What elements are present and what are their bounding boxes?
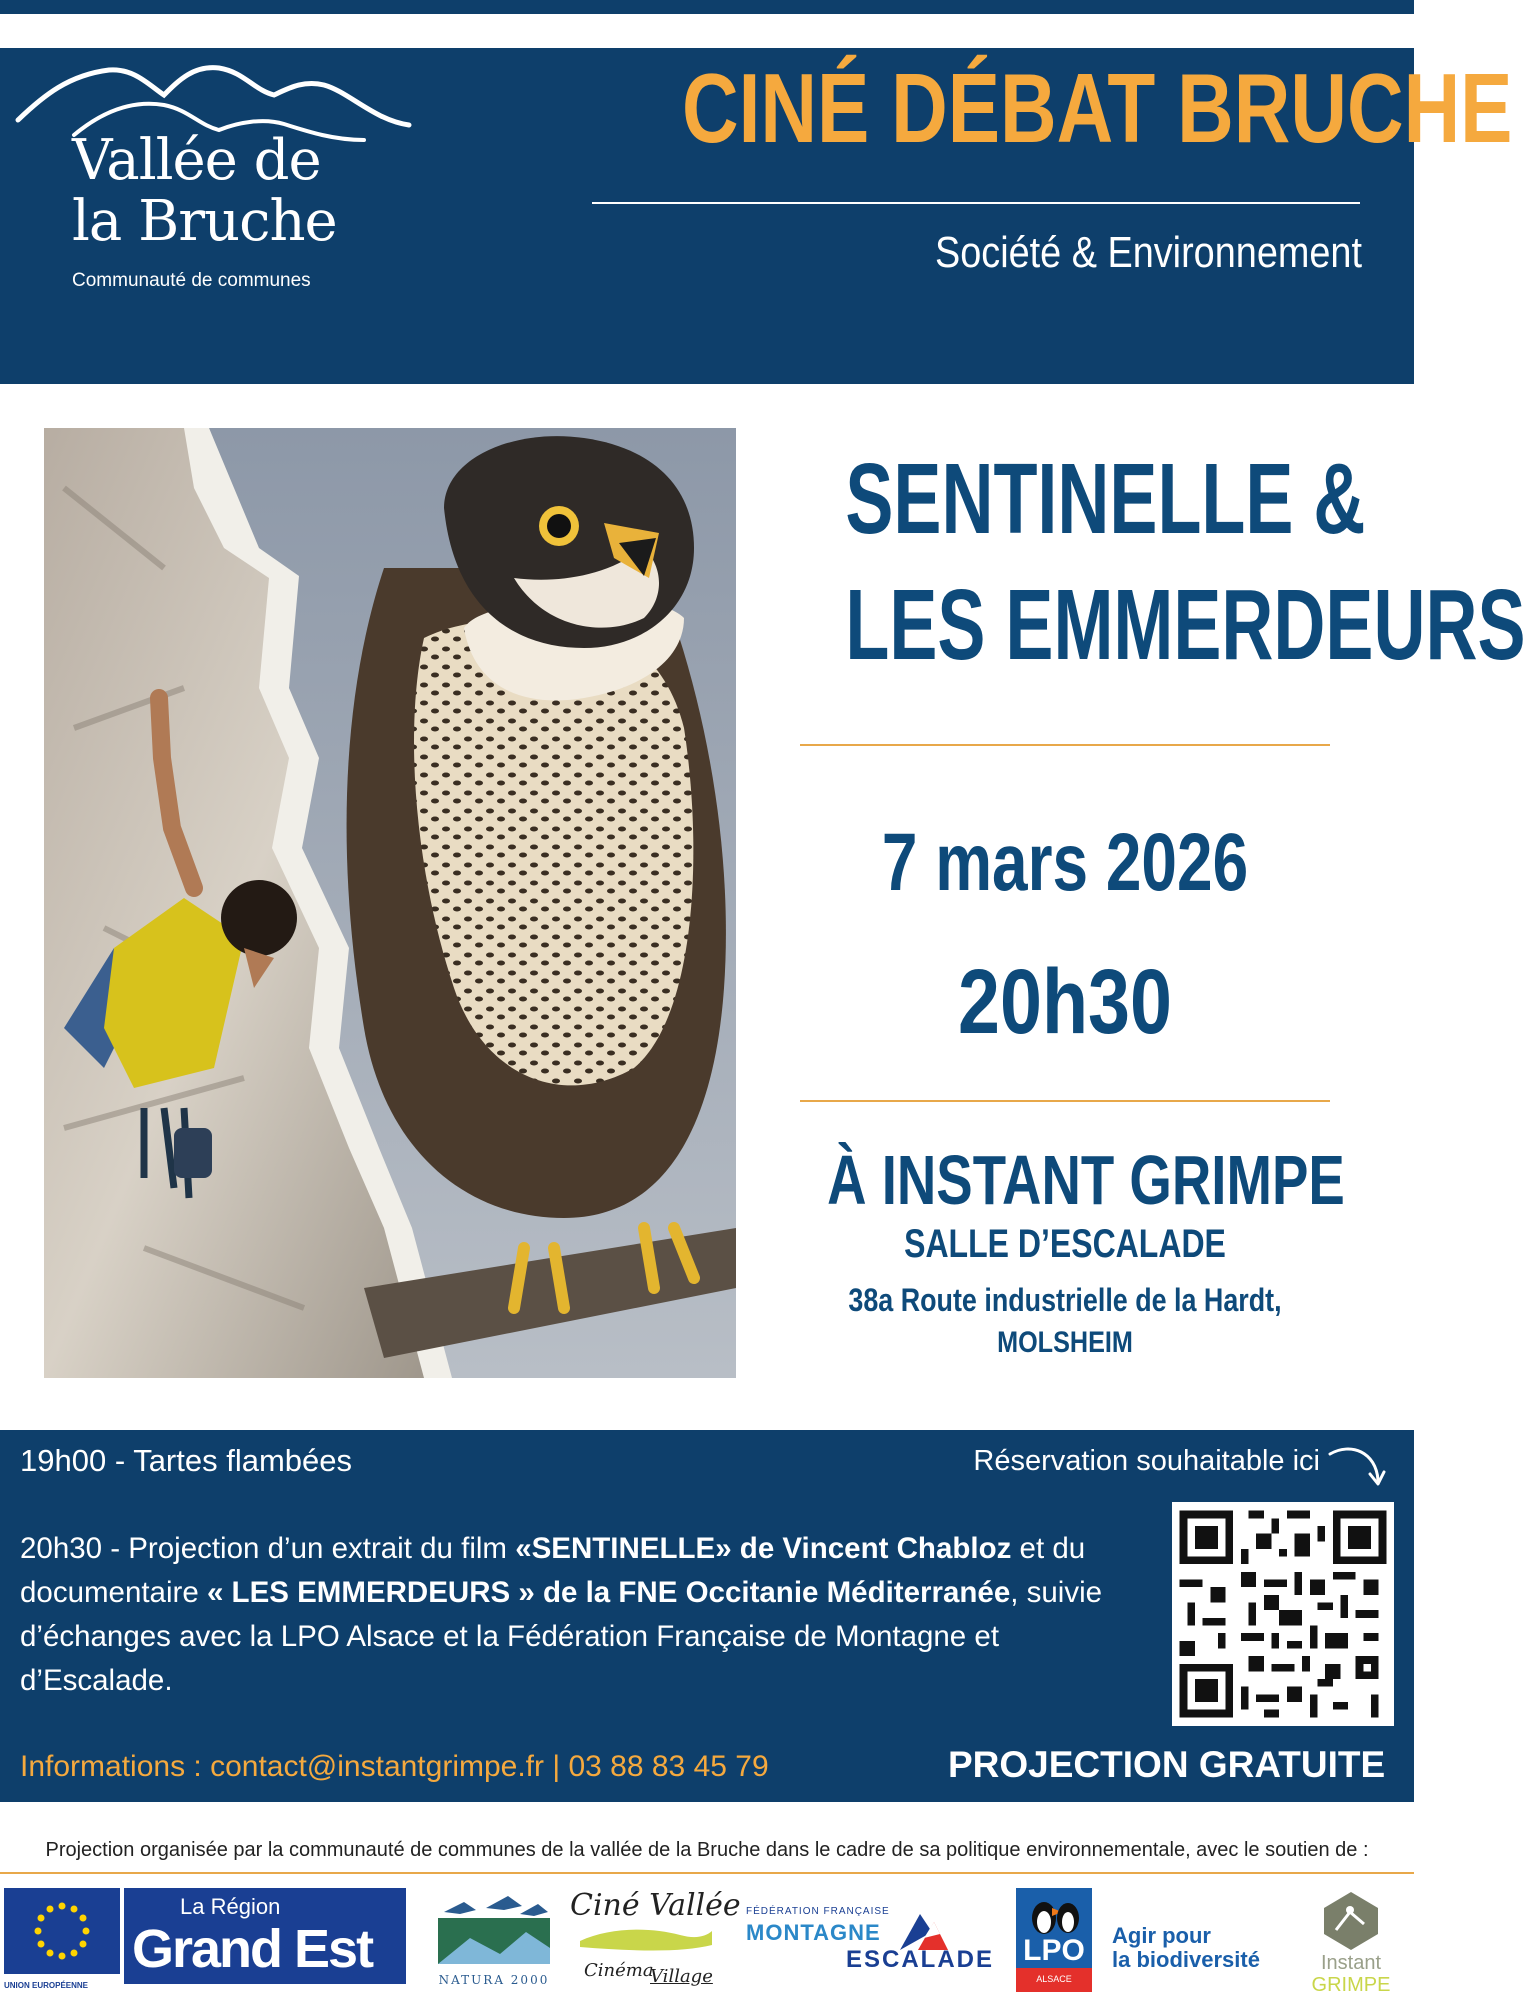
venue-address: 38a Route industrielle de la Hardt, <box>848 1282 1282 1318</box>
desc-text: 20h30 - Projection d’un extrait du film <box>20 1532 516 1565</box>
region-small-text: La Région <box>180 1894 281 1919</box>
ffme-bot-text: ESCALADE <box>846 1946 995 1973</box>
puffin-icon <box>1024 1892 1084 1938</box>
natura-birds-icon <box>430 1888 558 1968</box>
footer-divider <box>0 1872 1414 1874</box>
event-time: 20h30 <box>958 951 1172 1053</box>
natura-label: NATURA 2000 <box>438 1973 550 1987</box>
lpo-alsace-band <box>1016 1968 1092 1992</box>
lpo-text: LPO <box>1023 1934 1085 1967</box>
contact-info: Informations : contact@instantgrimpe.fr | 03 88 83 45 79 <box>20 1750 769 1783</box>
reservation-qr-code[interactable] <box>1172 1502 1394 1726</box>
lpo-logo <box>1016 1888 1092 1992</box>
eu-label: UNION EUROPÉENNE <box>4 1981 89 1990</box>
logo-text-line1: Vallée de <box>72 128 321 193</box>
region-big-text: Grand Est <box>132 1919 373 1979</box>
cine-cinema-text: Cinéma <box>584 1960 654 1981</box>
ffme-top-text: FÉDÉRATION FRANÇAISE <box>746 1906 890 1917</box>
cine-vallee-title: Ciné Vallée <box>570 1888 741 1923</box>
instant-grimpe-line1: Instant <box>1320 1952 1382 1974</box>
film-credit-sentinelle: «SENTINELLE» de Vincent Chabloz <box>515 1532 1012 1565</box>
event-photo <box>44 428 736 1378</box>
lpo-alsace-text: ALSACE <box>1036 1974 1072 1984</box>
lpo-slogan <box>1112 1924 1282 1972</box>
instant-grimpe-line2: GRIMPE <box>1311 1974 1391 1996</box>
falcon-climber-illustration <box>44 428 736 1378</box>
lpo-slogan-line1: Agir pour <box>1112 1923 1211 1948</box>
divider-bottom <box>800 1100 1330 1102</box>
cine-bottom <box>570 1958 720 1992</box>
cine-village-text: Village <box>650 1966 713 1987</box>
region-grand-est-logo <box>124 1888 406 1984</box>
climbing-hold-icon <box>1320 1890 1382 1952</box>
page-title: CINÉ DÉBAT BRUCHE <box>682 53 1513 163</box>
event-date: 7 mars 2026 <box>881 817 1249 908</box>
ffme-mid-text: MONTAGNE <box>746 1920 881 1945</box>
divider-top <box>800 744 1330 746</box>
top-strip <box>0 0 1414 14</box>
schedule-item: 19h00 - Tartes flambées <box>20 1443 353 1478</box>
logo-subtitle: Communauté de communes <box>72 270 311 291</box>
film-credit-emmerdeurs: « LES EMMERDEURS » de la FNE Occitanie Méditerranée <box>206 1576 1011 1609</box>
venue-name: À INSTANT GRIMPE <box>827 1141 1345 1219</box>
venue-type: SALLE D’ESCALADE <box>904 1222 1226 1266</box>
lpo-slogan-line2: la biodiversité <box>1112 1947 1260 1973</box>
instant-grimpe-logo <box>1296 1888 1406 1998</box>
cine-wave-icon <box>570 1923 720 1953</box>
venue-city: MOLSHEIM <box>997 1326 1133 1359</box>
header-subtitle: Société & Environnement <box>934 228 1362 277</box>
desc-text: , suivie d’échanges avec la LPO Alsace et la Fédération Française de Montagne et d’Escalade. <box>20 1576 1103 1697</box>
eu-logo <box>4 1888 120 1988</box>
ffme-logo <box>746 1888 994 1988</box>
eu-flag-icon <box>4 1888 120 1974</box>
program-description <box>20 1527 1155 1703</box>
curved-arrow-icon <box>1326 1442 1388 1492</box>
reservation-label[interactable]: Réservation souhaitable ici <box>973 1445 1320 1477</box>
film-title-line2: LES EMMERDEURS <box>845 569 1525 681</box>
organizer-note: Projection organisée par la communauté de communes de la vallée de la Bruche dans le cadre de sa politique environnementale, avec le soutien de : <box>45 1839 1369 1861</box>
logo-text-line2: la Bruche <box>72 189 337 254</box>
natura-2000-logo <box>430 1888 558 1988</box>
cine-vallee-logo <box>570 1888 741 1992</box>
free-admission-label: PROJECTION GRATUITE <box>948 1744 1386 1785</box>
film-title-line1: SENTINELLE & <box>845 443 1366 555</box>
desc-text: et du documentaire <box>20 1532 1086 1609</box>
header-divider <box>592 202 1360 204</box>
